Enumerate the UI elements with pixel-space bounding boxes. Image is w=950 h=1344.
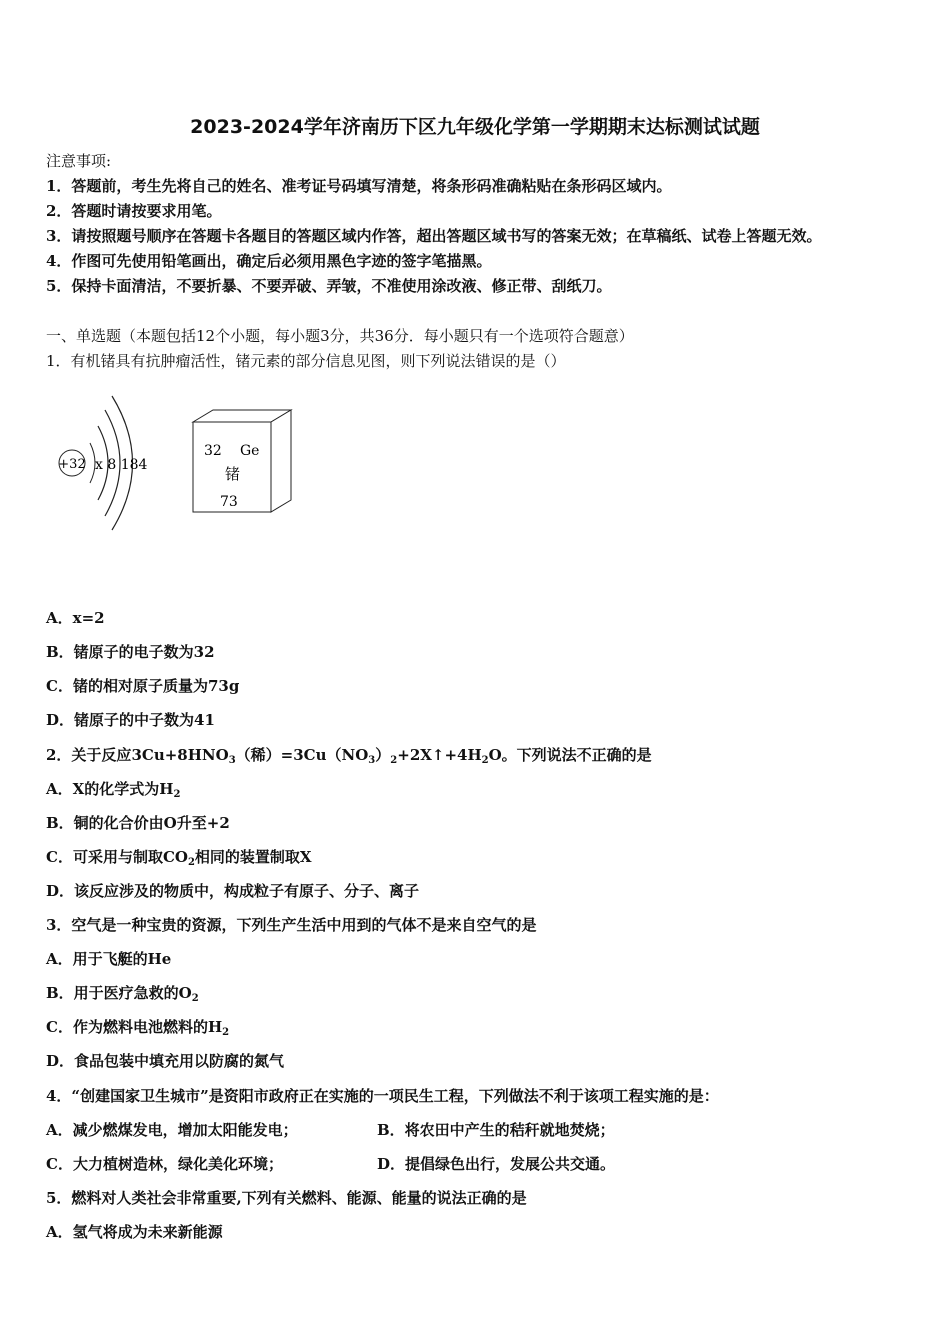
q1-option-d: D．锗原子的中子数为41 (46, 711, 215, 729)
notice-item: 5．保持卡面清洁，不要折暴、不要弄破、弄皱，不准使用涂改液、修正带、刮纸刀。 (46, 277, 612, 295)
notice-item: 1．答题前，考生先将自己的姓名、准考证号码填写清楚，将条形码准确粘贴在条形码区域内。 (46, 177, 672, 195)
q2-option-c: C．可采用与制取$CO_2$相同的装置制取X (46, 848, 312, 868)
q4-option-b: B．将农田中产生的秸秆就地焚烧； (377, 1121, 615, 1139)
page-title: 2023-2024学年济南历下区九年级化学第一学期期末达标测试试题 (190, 116, 760, 138)
q1-option-c: C．锗的相对原子质量为73g (46, 677, 240, 695)
question-1-stem: 1．有机锗具有抗肿瘤活性，锗元素的部分信息见图，则下列说法错误的是（） (46, 352, 566, 370)
element-card-side (271, 410, 291, 512)
atom-structure-diagram (50, 388, 310, 538)
atomic-number: 32 (204, 443, 222, 459)
question-4-stem: 4．“创建国家卫生城市”是资阳市政府正在实施的一项民生工程，下列做法不利于该项工程实施的是： (46, 1087, 719, 1105)
q5-option-a: A．氢气将成为未来新能源 (46, 1223, 223, 1241)
q2-option-d: D．该反应涉及的物质中，构成粒子有原子、分子、离子 (46, 882, 420, 900)
notice-item: 2．答题时请按要求用笔。 (46, 202, 222, 220)
atomic-mass: 73 (220, 494, 238, 510)
q3-option-a: A．用于飞艇的He (46, 950, 172, 968)
question-5-stem: 5．燃料对人类社会非常重要,下列有关燃料、能源、能量的说法正确的是 (46, 1189, 527, 1207)
section-heading: 一、单选题（本题包括12个小题，每小题3分，共36分．每小题只有一个选项符合题意） (46, 327, 634, 345)
notice-item: 4．作图可先使用铅笔画出，确定后必须用黑色字迹的签字笔描黑。 (46, 252, 492, 270)
q1-option-b: B．锗原子的电子数为32 (46, 643, 215, 661)
q3-option-b: B．用于医疗急救的$O_2$ (46, 984, 199, 1004)
q2-option-b: B．铜的化合价由O升至+2 (46, 814, 230, 832)
q3-option-d: D．食品包装中填充用以防腐的氮气 (46, 1052, 285, 1070)
q3-option-c: C．作为燃料电池燃料的$H_2$ (46, 1018, 230, 1038)
germanium-figure (50, 388, 310, 538)
q4-option-c: C．大力植树造林，绿化美化环境； (46, 1155, 283, 1173)
q2-option-a: A．X的化学式为$H_2$ (46, 780, 181, 800)
element-symbol: Ge (240, 443, 260, 459)
question-3-stem: 3．空气是一种宝贵的资源，下列生产生活中用到的气体不是来自空气的是 (46, 916, 537, 934)
element-name: 锗 (225, 465, 241, 483)
q4-option-a: A．减少燃煤发电，增加太阳能发电； (46, 1121, 298, 1139)
notice-heading: 注意事项: (46, 152, 112, 170)
question-2-stem: 2．关于反应$3Cu+8HNO_3$（稀）$=3Cu(NO_3)_2+2X↑+4H_2O$。下列说法不正确的是 (46, 746, 652, 766)
nucleus-charge: +32 (58, 457, 86, 472)
notice-item: 3．请按照题号顺序在答题卡各题目的答题区域内作答，超出答题区域书写的答案无效；在草稿纸、试卷上答题无效。 (46, 227, 822, 245)
shell-electrons: x 8 184 (95, 457, 148, 473)
q1-option-a: A．x=2 (46, 609, 105, 627)
q4-option-d: D．提倡绿色出行，发展公共交通。 (377, 1155, 616, 1173)
